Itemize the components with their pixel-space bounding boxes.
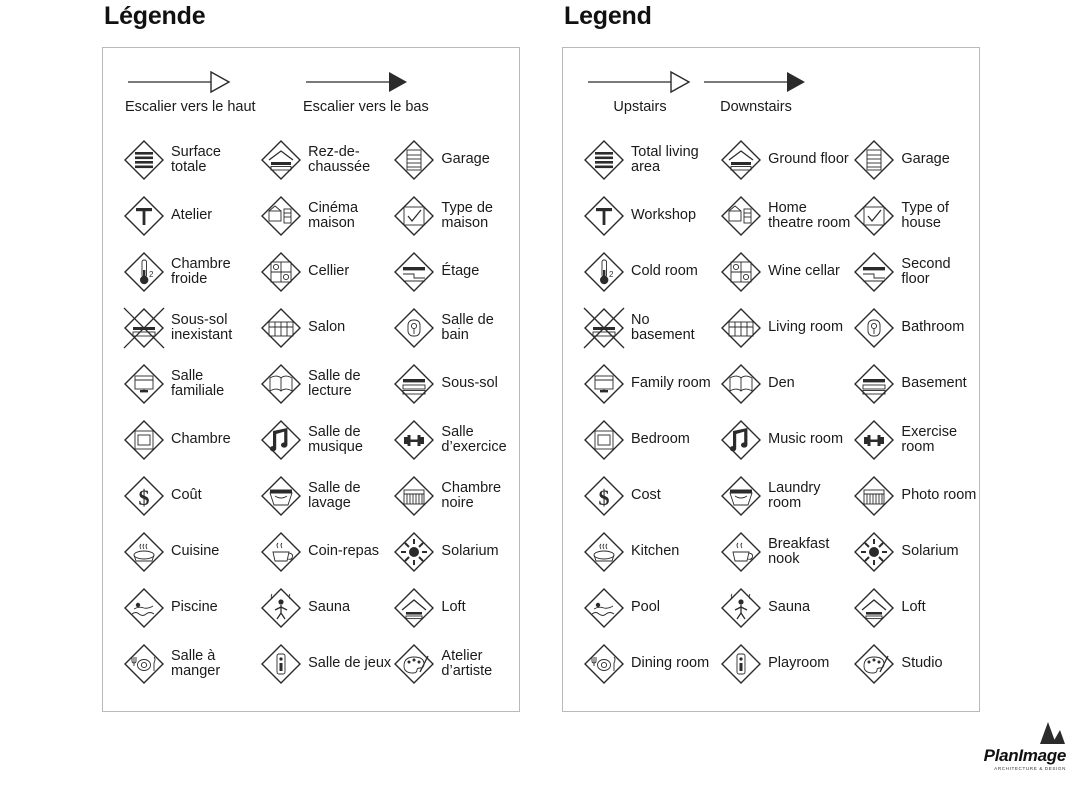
legend-row [121, 188, 519, 244]
total-living-area-icon [121, 137, 167, 183]
legend-item[interactable] [258, 132, 391, 188]
legend-item-label: Kitchen [631, 543, 680, 560]
cold-room-thermometer-icon [581, 249, 627, 295]
legend-item[interactable] [581, 468, 718, 524]
legend-item[interactable] [581, 244, 718, 300]
loft-icon [851, 585, 897, 631]
basement-icon [851, 361, 897, 407]
legend-item-label: Salle de lavage [308, 479, 361, 511]
legend-item[interactable] [581, 524, 718, 580]
legend-row [121, 300, 519, 356]
legend-item-label: Piscine [171, 599, 218, 616]
svg-text:2: 2 [609, 270, 614, 279]
legend-item-label: Surface totale [171, 143, 221, 175]
arrow-downstairs-label-fr: Escalier vers le bas [303, 99, 429, 115]
music-room-note-icon [258, 417, 304, 463]
arrow-downstairs-label-en: Downstairs [720, 99, 792, 115]
legend-item-label: Solarium [441, 543, 499, 560]
no-basement-icon [121, 305, 167, 351]
photo-room-icon [851, 473, 897, 519]
legend-row [121, 524, 519, 580]
legend-row [581, 580, 979, 636]
legend-item[interactable] [121, 412, 258, 468]
legend-item-label: Sauna [768, 599, 811, 616]
legend-item[interactable] [581, 132, 718, 188]
legend-item[interactable] [391, 300, 519, 356]
bathroom-icon [391, 305, 437, 351]
legend-item[interactable] [391, 356, 519, 412]
legend-item[interactable] [258, 636, 391, 692]
ground-floor-icon [258, 137, 304, 183]
legend-item[interactable] [391, 524, 519, 580]
workshop-hammer-icon [581, 193, 627, 239]
arrow-upstairs-item-fr [125, 68, 256, 115]
legend-grid-french [103, 132, 519, 692]
playroom-icon [718, 641, 764, 687]
legend-item-label: Rez-de-chaussée [308, 143, 371, 175]
arrow-upstairs-label-fr: Escalier vers le haut [125, 99, 256, 115]
exercise-room-weights-icon [851, 417, 897, 463]
legend-item[interactable] [391, 412, 519, 468]
legend-grid-english [563, 132, 979, 692]
legend-item-label: Playroom [768, 655, 830, 672]
logo-text-part1: Plan [983, 746, 1019, 765]
legend-item-label: Salle de musique [308, 423, 363, 455]
solarium-sun-icon [391, 529, 437, 575]
legend-item[interactable] [718, 412, 851, 468]
legend-item-label: Cost [631, 487, 661, 504]
legend-item[interactable] [581, 412, 718, 468]
legend-item[interactable] [121, 188, 258, 244]
legend-item-label: Ground floor [768, 151, 849, 168]
legend-item[interactable] [851, 300, 979, 356]
loft-icon [391, 585, 437, 631]
legend-item[interactable] [258, 188, 391, 244]
legend-item[interactable] [258, 580, 391, 636]
legend-row [121, 244, 519, 300]
garage-icon [851, 137, 897, 183]
legend-item-label: Family room [631, 375, 711, 392]
arrow-upstairs-item-en [585, 68, 695, 115]
legend-item[interactable] [718, 244, 851, 300]
legend-item-label: Chambre [171, 431, 231, 448]
music-room-note-icon [718, 417, 764, 463]
living-room-sofa-icon [258, 305, 304, 351]
legend-item[interactable] [718, 636, 851, 692]
home-theatre-icon [258, 193, 304, 239]
wine-cellar-icon [718, 249, 764, 295]
page-title-french: Légende [104, 2, 206, 30]
pool-swimmer-icon [121, 585, 167, 631]
legend-item-label: Loft [441, 599, 466, 616]
legend-item-label: Den [768, 375, 795, 392]
living-room-sofa-icon [718, 305, 764, 351]
legend-item[interactable] [258, 524, 391, 580]
legend-item-label: Salle d’exercice [441, 423, 507, 455]
legend-item-label: Sous-sol [441, 375, 498, 392]
legend-item[interactable] [581, 188, 718, 244]
legend-item[interactable] [851, 524, 979, 580]
second-floor-icon [391, 249, 437, 295]
legend-item[interactable] [121, 524, 258, 580]
legend-item-label: Type of house [901, 199, 949, 231]
svg-text:$: $ [598, 485, 610, 510]
sauna-icon [718, 585, 764, 631]
kitchen-stove-icon [581, 529, 627, 575]
legend-item[interactable] [718, 468, 851, 524]
legend-item-label: Basement [901, 375, 967, 392]
legend-item[interactable] [391, 636, 519, 692]
laundry-room-washer-icon [718, 473, 764, 519]
legend-item[interactable] [581, 300, 718, 356]
legend-item-label: Type de maison [441, 199, 493, 231]
legend-item[interactable] [391, 580, 519, 636]
legend-item[interactable] [851, 580, 979, 636]
legend-row [581, 468, 979, 524]
legend-row [581, 132, 979, 188]
den-book-icon [258, 361, 304, 407]
legend-item-label: Breakfast nook [768, 535, 830, 567]
legend-item-label: Sauna [308, 599, 351, 616]
no-basement-icon [581, 305, 627, 351]
legend-item[interactable] [391, 244, 519, 300]
legend-item-label: Cinéma maison [308, 199, 359, 231]
legend-item[interactable] [851, 468, 979, 524]
legend-item-label: Salon [308, 319, 346, 336]
legend-row [581, 412, 979, 468]
home-theatre-icon [718, 193, 764, 239]
legend-item-label: Loft [901, 599, 926, 616]
legend-item[interactable] [718, 300, 851, 356]
legend-item-label: Second floor [901, 255, 951, 287]
legend-item-label: Salle familiale [171, 367, 225, 399]
legend-item[interactable] [391, 468, 519, 524]
legend-item[interactable] [851, 244, 979, 300]
logo-text [956, 746, 1066, 766]
legend-panel-english [562, 47, 980, 712]
cost-dollar-icon [121, 473, 167, 519]
legend-item[interactable] [581, 580, 718, 636]
legend-row [121, 356, 519, 412]
legend-item-label: Salle de jeux [308, 655, 392, 672]
basement-icon [391, 361, 437, 407]
legend-item[interactable] [258, 468, 391, 524]
legend-item[interactable] [581, 356, 718, 412]
second-floor-icon [851, 249, 897, 295]
legend-item[interactable] [121, 468, 258, 524]
wine-cellar-icon [258, 249, 304, 295]
legend-item-label: Total living area [631, 143, 699, 175]
legend-item[interactable] [121, 580, 258, 636]
exercise-room-weights-icon [391, 417, 437, 463]
legend-row [581, 188, 979, 244]
legend-item-label: Home theatre room [768, 199, 851, 231]
arrow-downstairs-item-en [701, 68, 811, 115]
legend-row [121, 412, 519, 468]
legend-row [581, 300, 979, 356]
legend-item[interactable] [121, 356, 258, 412]
legend-item[interactable] [851, 356, 979, 412]
legend-item[interactable] [718, 188, 851, 244]
legend-row [581, 524, 979, 580]
legend-row [121, 132, 519, 188]
legend-item[interactable] [258, 244, 391, 300]
legend-item-label: Laundry room [768, 479, 821, 511]
legend-item[interactable] [718, 132, 851, 188]
studio-palette-icon [391, 641, 437, 687]
arrow-legend-french [103, 62, 519, 134]
legend-row [581, 356, 979, 412]
legend-item-label: Bathroom [901, 319, 965, 336]
planimage-logo [956, 720, 1066, 771]
legend-item-label: Bedroom [631, 431, 690, 448]
legend-item-label: Sous-sol inexistant [171, 311, 233, 343]
legend-item-label: Atelier [171, 207, 213, 224]
laundry-room-washer-icon [258, 473, 304, 519]
legend-item[interactable] [718, 580, 851, 636]
legend-item-label: Chambre noire [441, 479, 502, 511]
arrow-down-stairs-filled-icon [303, 68, 429, 96]
legend-item[interactable] [121, 244, 258, 300]
legend-item[interactable] [121, 636, 258, 692]
legend-item[interactable] [258, 412, 391, 468]
legend-item-label: Wine cellar [768, 263, 840, 280]
legend-item[interactable] [258, 300, 391, 356]
legend-item[interactable] [851, 412, 979, 468]
logo-text-part2: Image [1018, 746, 1066, 765]
legend-item-label: Music room [768, 431, 844, 448]
legend-item-label: Étage [441, 263, 480, 280]
legend-item-label: No basement [631, 311, 695, 343]
legend-item-label: Chambre froide [171, 255, 231, 287]
legend-item-label: Salle à manger [171, 647, 221, 679]
studio-palette-icon [851, 641, 897, 687]
arrow-upstairs-label-en: Upstairs [613, 99, 667, 115]
legend-item[interactable] [121, 300, 258, 356]
legend-item[interactable] [391, 132, 519, 188]
legend-item-label: Coin-repas [308, 543, 380, 560]
legend-item-label: Workshop [631, 207, 697, 224]
dining-room-cutlery-icon [121, 641, 167, 687]
legend-item-label: Living room [768, 319, 844, 336]
legend-item-label: Garage [441, 151, 490, 168]
dining-room-cutlery-icon [581, 641, 627, 687]
arrow-up-stairs-outline-icon [125, 68, 256, 96]
garage-icon [391, 137, 437, 183]
legend-item-label: Salle de bain [441, 311, 494, 343]
legend-item[interactable] [391, 188, 519, 244]
legend-item-label: Cold room [631, 263, 698, 280]
legend-item[interactable] [851, 188, 979, 244]
legend-item[interactable] [718, 524, 851, 580]
legend-row [121, 468, 519, 524]
svg-text:$: $ [138, 485, 150, 510]
legend-panel-french [102, 47, 520, 712]
legend-item[interactable] [718, 356, 851, 412]
legend-item[interactable] [581, 636, 718, 692]
den-book-icon [718, 361, 764, 407]
sauna-icon [258, 585, 304, 631]
legend-row [121, 580, 519, 636]
playroom-icon [258, 641, 304, 687]
bedroom-bed-icon [121, 417, 167, 463]
legend-item-label: Salle de lecture [308, 367, 361, 399]
bathroom-icon [851, 305, 897, 351]
legend-item[interactable] [258, 356, 391, 412]
workshop-hammer-icon [121, 193, 167, 239]
cold-room-thermometer-icon [121, 249, 167, 295]
arrow-downstairs-item-fr [303, 68, 429, 115]
legend-item[interactable] [851, 636, 979, 692]
legend-item-label: Pool [631, 599, 661, 616]
legend-row [581, 244, 979, 300]
solarium-sun-icon [851, 529, 897, 575]
cost-dollar-icon [581, 473, 627, 519]
legend-item-label: Atelier d’artiste [441, 647, 493, 679]
arrow-legend-english [563, 62, 979, 134]
photo-room-icon [391, 473, 437, 519]
kitchen-stove-icon [121, 529, 167, 575]
type-of-house-icon [851, 193, 897, 239]
family-room-tv-icon [121, 361, 167, 407]
breakfast-nook-cup-icon [718, 529, 764, 575]
bedroom-bed-icon [581, 417, 627, 463]
ground-floor-icon [718, 137, 764, 183]
pool-swimmer-icon [581, 585, 627, 631]
legend-item-label: Studio [901, 655, 943, 672]
breakfast-nook-cup-icon [258, 529, 304, 575]
family-room-tv-icon [581, 361, 627, 407]
legend-item-label: Coût [171, 487, 202, 504]
legend-row [121, 636, 519, 692]
legend-row [581, 636, 979, 692]
arrow-down-stairs-filled-icon [701, 68, 811, 96]
total-living-area-icon [581, 137, 627, 183]
legend-item-label: Cellier [308, 263, 350, 280]
legend-item-label: Solarium [901, 543, 959, 560]
legend-item-label: Dining room [631, 655, 710, 672]
arrow-up-stairs-outline-icon [585, 68, 695, 96]
page-title-english: Legend [564, 2, 652, 30]
logo-tagline: ARCHITECTURE & DESIGN [994, 766, 1066, 771]
legend-item-label: Photo room [901, 487, 977, 504]
legend-item-label: Garage [901, 151, 950, 168]
legend-item-label: Cuisine [171, 543, 220, 560]
svg-text:2: 2 [149, 270, 154, 279]
type-of-house-icon [391, 193, 437, 239]
legend-item[interactable] [121, 132, 258, 188]
legend-item-label: Exercise room [901, 423, 958, 455]
legend-item[interactable] [851, 132, 979, 188]
